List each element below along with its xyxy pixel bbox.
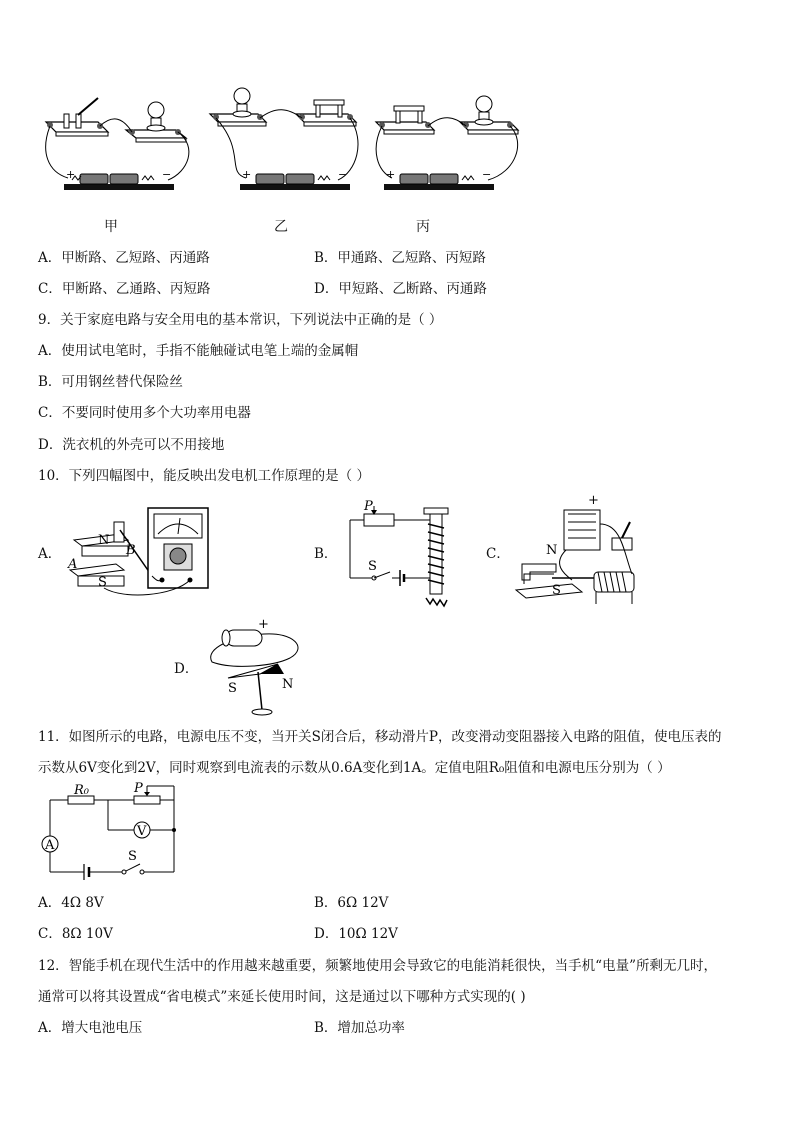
fig-a-label-s: S [98, 575, 107, 590]
q11-option-c: C．8Ω 10V [38, 926, 113, 942]
q8-label-yi: 乙 [274, 219, 288, 235]
fig-a-label-b: B [126, 543, 136, 558]
q8-option-d: D．甲短路、乙断路、丙通路 [314, 281, 487, 297]
q10-option-b-letter: B． [314, 546, 338, 562]
fig-d-label-plus: + [258, 617, 269, 632]
q12-option-b: B．增加总功率 [314, 1020, 405, 1036]
svg-text:+: + [386, 168, 396, 181]
q12-stem-line1: 12．智能手机在现代生活中的作用越来越重要，频繁地使用会导致它的电能消耗很快，当手机“电量”所剩无几时， [38, 958, 717, 974]
q8-label-jia: 甲 [104, 219, 118, 235]
svg-text:+: + [66, 168, 76, 181]
q11-label-s: S [128, 849, 137, 864]
q10-figure-a-generator [64, 500, 224, 604]
q10-figure-c-motor [512, 494, 652, 612]
q9-option-d: D．洗衣机的外壳可以不用接地 [38, 437, 225, 453]
q11-option-a: A．4Ω 8V [38, 895, 104, 911]
q8-label-bing: 丙 [416, 219, 430, 235]
q11-stem-line2: 示数从6V变化到2V，同时观察到电流表的示数从0.6A变化到1A。定值电阻R₀阻值和电源电压分别为（ ） [38, 760, 671, 776]
fig-c-label-s: S [552, 583, 561, 598]
q11-circuit-figure [36, 781, 186, 886]
q9-stem: 9．关于家庭电路与安全用电的基本常识，下列说法中正确的是（ ） [38, 312, 443, 328]
q9-option-b: B．可用钢丝替代保险丝 [38, 374, 183, 390]
q8-option-c: C．甲断路、乙通路、丙短路 [38, 281, 211, 297]
q12-stem-line2: 通常可以将其设置成“省电模式”来延长使用时间，这是通过以下哪种方式实现的( ) [38, 989, 526, 1005]
q10-option-c-letter: C． [486, 546, 510, 562]
q10-stem: 10．下列四幅图中，能反映出发电机工作原理的是（ ） [38, 468, 370, 484]
fig-b-label-p: P [364, 499, 373, 514]
q10-option-a-letter: A． [38, 546, 62, 562]
q8-circuit-bing-figure [370, 90, 530, 200]
fig-a-label-n: N [98, 533, 110, 548]
q11-label-r0: R₀ [74, 783, 89, 798]
svg-text:+: + [242, 168, 252, 181]
q11-label-p: P [134, 781, 143, 796]
svg-text:−: − [482, 168, 492, 181]
fig-d-label-n: N [282, 677, 294, 692]
q12-option-a: A．增大电池电压 [38, 1020, 143, 1036]
q9-option-c: C．不要同时使用多个大功率用电器 [38, 405, 251, 421]
q11-option-b: B．6Ω 12V [314, 895, 389, 911]
q8-circuit-jia-figure [38, 92, 198, 200]
q11-label-v: V [137, 824, 147, 839]
q8-option-b: B．甲通路、乙短路、丙短路 [314, 250, 486, 266]
fig-b-label-s: S [368, 559, 377, 574]
svg-text:−: − [338, 168, 348, 181]
q8-option-a: A．甲断路、乙短路、丙通路 [38, 250, 210, 266]
q10-figure-b-electromagnet [344, 498, 464, 610]
q10-option-d-letter: D． [174, 661, 199, 677]
q10-figure-d-oersted [204, 618, 314, 718]
fig-a-label-a: A [68, 557, 78, 572]
fig-c-label-plus: + [588, 493, 599, 508]
fig-d-label-s: S [228, 681, 237, 696]
q9-option-a: A．使用试电笔时，手指不能触碰试电笔上端的金属帽 [38, 343, 359, 359]
q11-label-a: A [45, 838, 55, 853]
svg-text:−: − [162, 168, 172, 181]
q11-stem-line1: 11．如图所示的电路，电源电压不变，当开关S闭合后，移动滑片P，改变滑动变阻器接入电路的阻值，使电压表的 [38, 729, 722, 745]
fig-c-label-n: N [546, 543, 558, 558]
q11-option-d: D．10Ω 12V [314, 926, 398, 942]
q8-circuit-yi-figure [206, 82, 366, 200]
